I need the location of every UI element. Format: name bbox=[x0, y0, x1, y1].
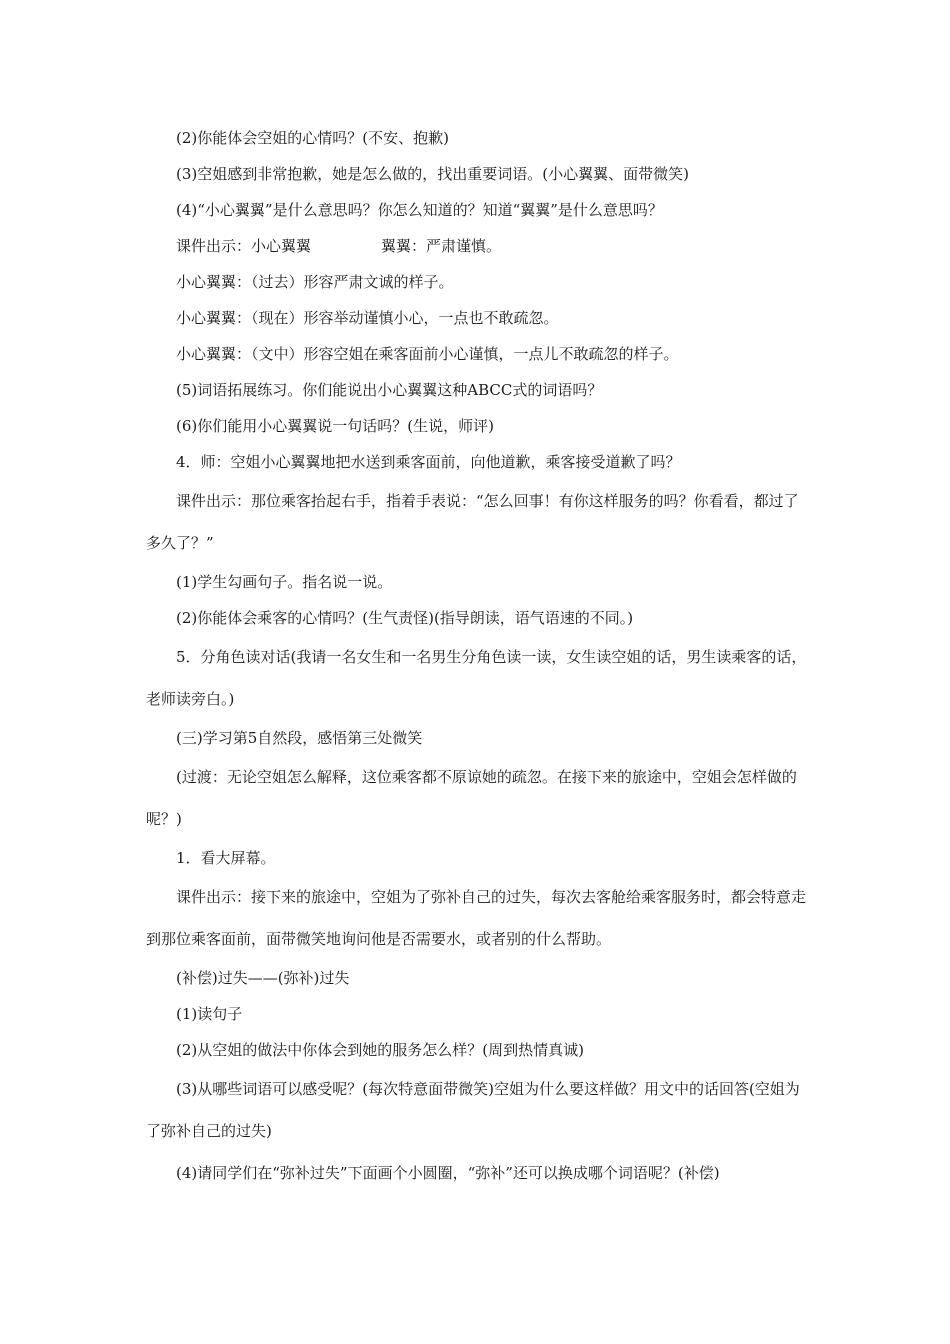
paragraph: (4)请同学们在“弥补过失”下面画个小圆圈，“弥补”还可以换成哪个词语呢？(补偿) bbox=[176, 1164, 720, 1182]
definition-text: 翼翼：严肃谨慎。 bbox=[381, 237, 502, 255]
paragraph: (1)读句子 bbox=[176, 1005, 243, 1023]
paragraph: (2)你能体会空姐的心情吗？(不安、抱歉) bbox=[176, 129, 449, 147]
paragraph: (过渡：无论空姐怎么解释，这位乘客都不原谅她的疏忽。在接下来的旅途中，空姐会怎样做的呢？) bbox=[146, 768, 797, 828]
paragraph: (补偿)过失——(弥补)过失 bbox=[176, 969, 350, 987]
paragraph: 5．分角色读对话(我请一名女生和一名男生分角色读一读，女生读空姐的话，男生读乘客的话，老师读旁白。) bbox=[146, 648, 807, 708]
paragraph: (1)学生勾画句子。指名说一说。 bbox=[176, 573, 393, 591]
paragraph: (3)从哪些词语可以感受呢？(每次特意面带微笑)空姐为什么要这样做？用文中的话回答(空姐为了弥补自己的过失) bbox=[146, 1080, 800, 1140]
paragraph: 4．师：空姐小心翼翼地把水送到乘客面前，向他道歉，乘客接受道歉了吗？ bbox=[176, 453, 681, 471]
paragraph: 课件出示：那位乘客抬起右手，指着手表说：“怎么回事！有你这样服务的吗？你看看，都过了多久了？” bbox=[146, 492, 799, 552]
paragraph: (2)你能体会乘客的心情吗？(生气责怪)(指导朗读，语气语速的不同。) bbox=[176, 609, 634, 627]
paragraph: (2)从空姐的做法中你体会到她的服务怎么样？(周到热情真诚) bbox=[176, 1041, 584, 1059]
paragraph: 小心翼翼：（现在）形容举动谨慎小心，一点也不敢疏忽。 bbox=[176, 309, 559, 327]
document-body bbox=[146, 120, 811, 1194]
paragraph: 小心翼翼：（过去）形容严肃文诚的样子。 bbox=[176, 273, 454, 291]
section-heading: (三)学习第5自然段，感悟第三处微笑 bbox=[176, 729, 423, 747]
paragraph bbox=[146, 228, 811, 264]
paragraph: (6)你们能用小心翼翼说一句话吗？(生说，师评) bbox=[176, 417, 494, 435]
courseware-label: 课件出示：小心翼翼 bbox=[176, 237, 312, 255]
paragraph: 课件出示：接下来的旅途中，空姐为了弥补自己的过失，每次去客舱给乘客服务时，都会特意走到那位乘客面前，面带微笑地询问他是否需要水，或者别的什么帮助。 bbox=[146, 888, 807, 948]
paragraph: 1．看大屏幕。 bbox=[176, 849, 276, 867]
paragraph: (4)“小心翼翼”是什么意思吗？你怎么知道的？知道“翼翼”是什么意思吗？ bbox=[176, 201, 663, 219]
paragraph: 小心翼翼：（文中）形容空姐在乘客面前小心谨慎，一点儿不敢疏忽的样子。 bbox=[176, 345, 679, 363]
paragraph: (3)空姐感到非常抱歉，她是怎么做的，找出重要词语。(小心翼翼、面带微笑) bbox=[176, 165, 689, 183]
paragraph: (5)词语拓展练习。你们能说出小心翼翼这种ABCC式的词语吗？ bbox=[176, 381, 603, 399]
